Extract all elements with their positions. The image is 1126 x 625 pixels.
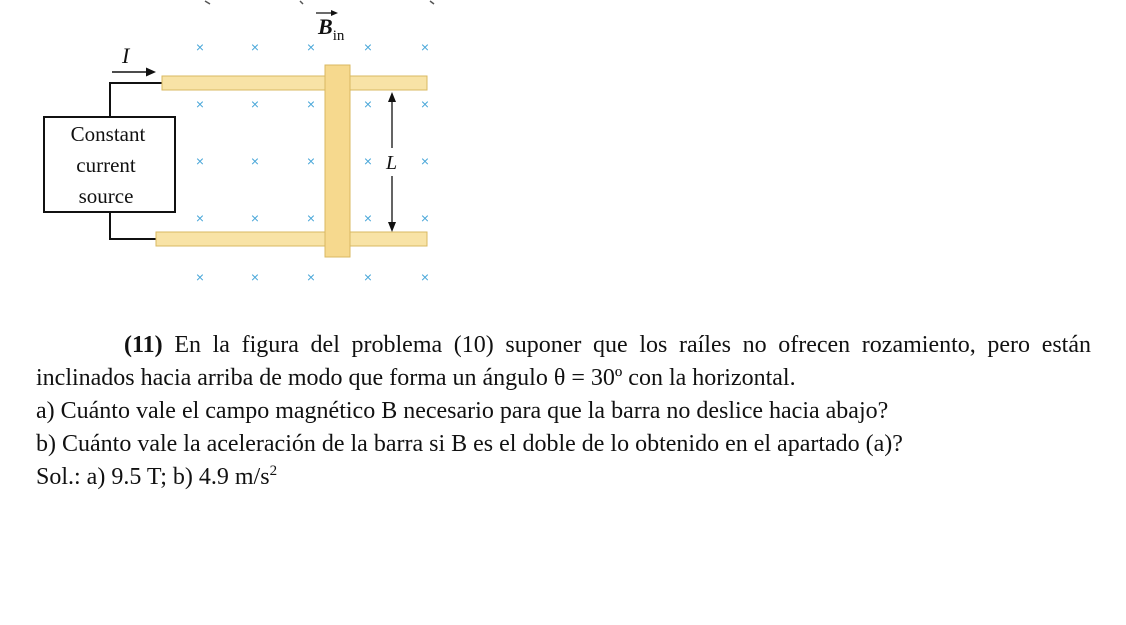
sliding-bar (325, 65, 350, 257)
bottom-rail (156, 232, 427, 246)
field-cross: × (420, 210, 430, 226)
top-rail (162, 76, 427, 90)
field-cross: × (420, 269, 430, 285)
svg-text:Bin (317, 14, 345, 44)
field-label-main: B (318, 14, 333, 39)
field-cross: × (195, 153, 205, 169)
field-cross: × (195, 210, 205, 226)
solution-exponent: 2 (269, 463, 278, 479)
field-cross: × (363, 210, 373, 226)
cropped-top-text (205, 1, 460, 4)
field-label (316, 10, 345, 44)
current-arrow-head (146, 68, 156, 77)
field-cross: × (195, 39, 205, 55)
field-label-sub: in (332, 28, 345, 44)
field-cross: × (195, 96, 205, 112)
part-a: a) Cuánto vale el campo magnético B necesario para que la barra no deslice hacia abajo? (36, 398, 889, 424)
field-cross: × (306, 96, 316, 112)
problem-intro-text: En la figura del problema (10) suponer que los raíles no ofrecen rozamiento, pero están inclinados hacia arriba de modo que forma un ángulo θ = 30º con la horizontal. (36, 332, 1092, 391)
current-label: I (122, 43, 130, 68)
field-cross: × (420, 39, 430, 55)
field-cross: × (306, 269, 316, 285)
field-cross: × (195, 269, 205, 285)
field-cross: × (420, 96, 430, 112)
field-cross: × (306, 39, 316, 55)
field-cross: × (363, 269, 373, 285)
solution-text: Sol.: a) 9.5 T; b) 4.9 m/s (36, 464, 270, 490)
circuit-figure (0, 0, 460, 300)
field-cross: × (250, 39, 260, 55)
field-cross: × (306, 210, 316, 226)
field-cross: × (250, 153, 260, 169)
problem-intro (36, 329, 1091, 395)
problem-statement (36, 329, 1091, 494)
part-b: b) Cuánto vale la aceleración de la barra si B es el doble de lo obtenido en el apartado (a)? (36, 431, 903, 457)
field-cross: × (250, 96, 260, 112)
bottom-wire (110, 212, 158, 239)
field-cross: × (306, 153, 316, 169)
length-arrow-up (388, 92, 396, 102)
field-cross: × (363, 96, 373, 112)
source-label-line2: current (76, 153, 136, 177)
field-cross: × (363, 153, 373, 169)
length-dimension (385, 92, 397, 232)
solution (36, 461, 1091, 494)
top-wire (110, 83, 162, 117)
problem-number: (11) (124, 332, 163, 358)
length-arrow-down (388, 222, 396, 232)
source-label-line1: Constant (70, 122, 146, 146)
field-cross: × (363, 39, 373, 55)
field-cross: × (250, 269, 260, 285)
source-label-line3: source (78, 184, 134, 208)
field-cross: × (420, 153, 430, 169)
length-label: L (386, 152, 398, 174)
field-cross: × (250, 210, 260, 226)
